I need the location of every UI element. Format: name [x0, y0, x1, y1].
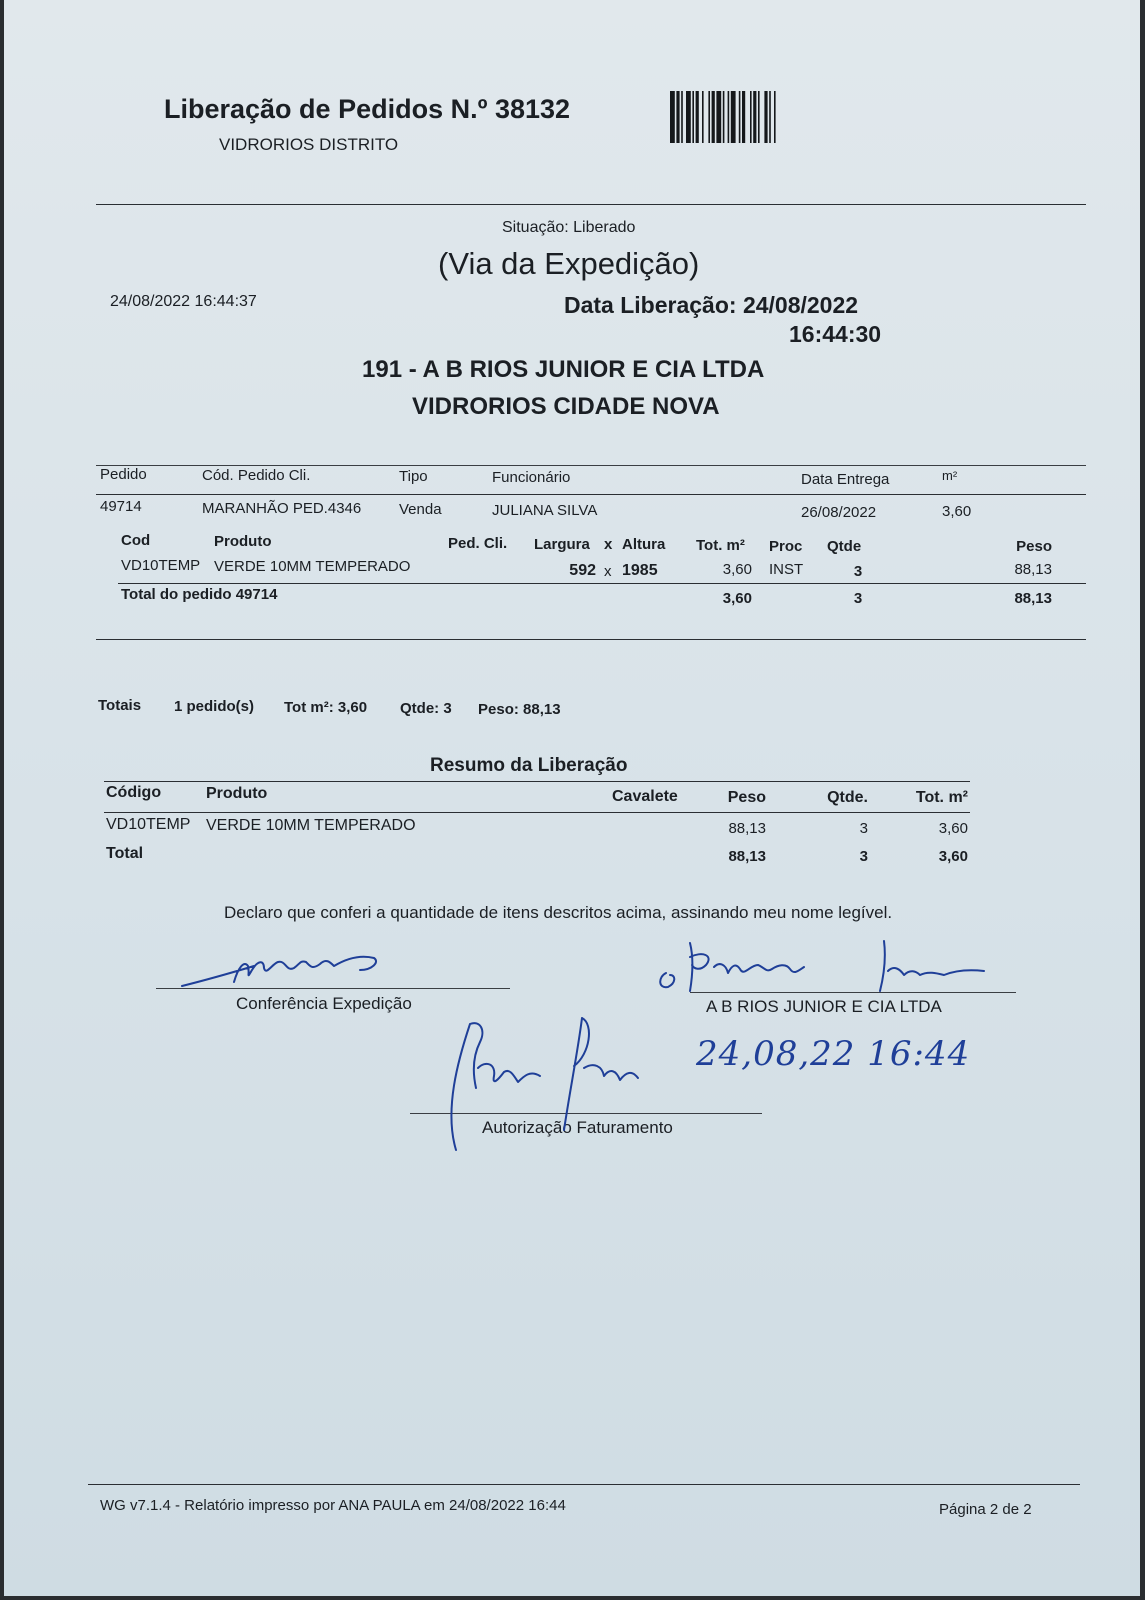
- item-col-altura: Altura: [622, 536, 666, 553]
- summary-peso: 88,13: [728, 820, 766, 837]
- item-total-rule: [118, 583, 1086, 584]
- signature-cliente-handwritten: [654, 935, 1024, 997]
- order-total-qtde: 3: [853, 590, 863, 607]
- totals-qtde: Qtde: 3: [400, 700, 452, 717]
- signature-expedicao-handwritten: [174, 948, 404, 992]
- order-tipo: Venda: [399, 501, 442, 518]
- summary-produto: VERDE 10MM TEMPERADO: [206, 817, 416, 834]
- summary-total-tot-m2: 3,60: [938, 848, 968, 865]
- item-proc: INST: [769, 561, 804, 578]
- summary-qtde: 3: [859, 820, 868, 837]
- status-label: Situação: Liberado: [502, 219, 636, 236]
- summary-col-produto: Produto: [206, 785, 268, 802]
- order-table-header-rule: [96, 494, 1086, 495]
- item-peso: 88,13: [1014, 561, 1052, 578]
- order-funcionario: JULIANA SILVA: [492, 502, 598, 519]
- summary-col-tot-m2: Tot. m²: [915, 789, 968, 806]
- item-x: x: [604, 563, 612, 580]
- totals-m2: Tot m²: 3,60: [284, 699, 368, 716]
- summary-top-rule: [104, 781, 970, 782]
- signature-label-expedicao: Conferência Expedição: [236, 994, 412, 1013]
- summary-tot-m2: 3,60: [938, 820, 968, 837]
- summary-col-cavalete: Cavalete: [612, 788, 678, 805]
- col-funcionario: Funcionário: [492, 469, 571, 486]
- totals-peso: Peso: 88,13: [478, 701, 561, 718]
- summary-total-peso: 88,13: [728, 848, 766, 865]
- release-time: 16:44:30: [789, 321, 882, 347]
- order-cod-cli: MARANHÃO PED.4346: [202, 500, 362, 517]
- company-name: VIDRORIOS DISTRITO: [219, 135, 399, 154]
- declaration-text: Declaro que conferi a quantidade de itens descritos acima, assinando meu nome legível.: [224, 903, 893, 922]
- col-pedido: Pedido: [100, 466, 147, 483]
- col-m2: m²: [942, 468, 958, 483]
- item-col-tot-m2: Tot. m²: [696, 537, 745, 554]
- summary-total-qtde: 3: [859, 848, 868, 865]
- item-col-cod: Cod: [121, 532, 151, 549]
- signature-faturamento-handwritten: [434, 1010, 664, 1160]
- item-col-largura: Largura: [534, 536, 590, 553]
- order-total-peso: 88,13: [1014, 590, 1052, 607]
- document-title: Liberação de Pedidos N.º 38132: [164, 94, 571, 124]
- item-col-qtde: Qtde: [827, 538, 862, 555]
- order-section-divider: [96, 639, 1086, 640]
- barcode: [668, 91, 846, 143]
- summary-title: Resumo da Liberação: [430, 755, 628, 776]
- totals-label: Totais: [98, 697, 142, 714]
- footer-rule: [88, 1484, 1080, 1485]
- order-total-m2: 3,60: [722, 590, 752, 607]
- order-data-entrega: 26/08/2022: [801, 504, 877, 521]
- item-col-peso: Peso: [1016, 538, 1052, 555]
- item-produto: VERDE 10MM TEMPERADO: [214, 558, 411, 575]
- via-label: (Via da Expedição): [438, 246, 700, 281]
- col-data-entrega: Data Entrega: [801, 471, 890, 488]
- footer-report-info: WG v7.1.4 - Relatório impresso por ANA PAULA em 24/08/2022 16:44: [100, 1497, 566, 1514]
- document-page: [4, 0, 1140, 1596]
- signature-label-cliente: A B RIOS JUNIOR E CIA LTDA: [706, 997, 942, 1016]
- summary-col-peso: Peso: [727, 789, 766, 806]
- summary-codigo: VD10TEMP: [106, 816, 191, 833]
- handwritten-date: 24,08,22 16:44: [696, 1034, 971, 1074]
- print-timestamp: 24/08/2022 16:44:37: [110, 293, 257, 310]
- totals-pedidos: 1 pedido(s): [174, 698, 255, 715]
- release-date: Data Liberação: 24/08/2022: [564, 292, 859, 318]
- item-col-produto: Produto: [214, 533, 272, 550]
- client-store: VIDRORIOS CIDADE NOVA: [412, 393, 720, 420]
- summary-col-qtde: Qtde.: [827, 789, 868, 806]
- signature-label-faturamento: Autorização Faturamento: [482, 1118, 673, 1137]
- client-name: 191 - A B RIOS JUNIOR E CIA LTDA: [362, 356, 765, 383]
- item-tot-m2: 3,60: [722, 561, 752, 578]
- order-pedido: 49714: [100, 498, 142, 515]
- col-tipo: Tipo: [399, 468, 428, 485]
- order-total-label: Total do pedido 49714: [121, 586, 278, 603]
- order-m2: 3,60: [942, 503, 972, 520]
- header-divider: [96, 204, 1086, 205]
- summary-header-rule: [104, 812, 970, 813]
- summary-total-label: Total: [106, 845, 144, 862]
- item-col-proc: Proc: [769, 538, 803, 555]
- item-col-x: x: [604, 536, 613, 553]
- summary-col-codigo: Código: [106, 784, 162, 801]
- order-table-top-rule: [96, 465, 1086, 466]
- footer-page-number: Página 2 de 2: [939, 1501, 1032, 1518]
- item-qtde: 3: [853, 563, 863, 580]
- col-cod-pedido-cli: Cód. Pedido Cli.: [202, 467, 311, 484]
- item-largura: 592: [569, 562, 596, 579]
- item-altura: 1985: [622, 562, 658, 579]
- item-col-ped-cli: Ped. Cli.: [448, 535, 508, 552]
- item-cod: VD10TEMP: [121, 557, 201, 574]
